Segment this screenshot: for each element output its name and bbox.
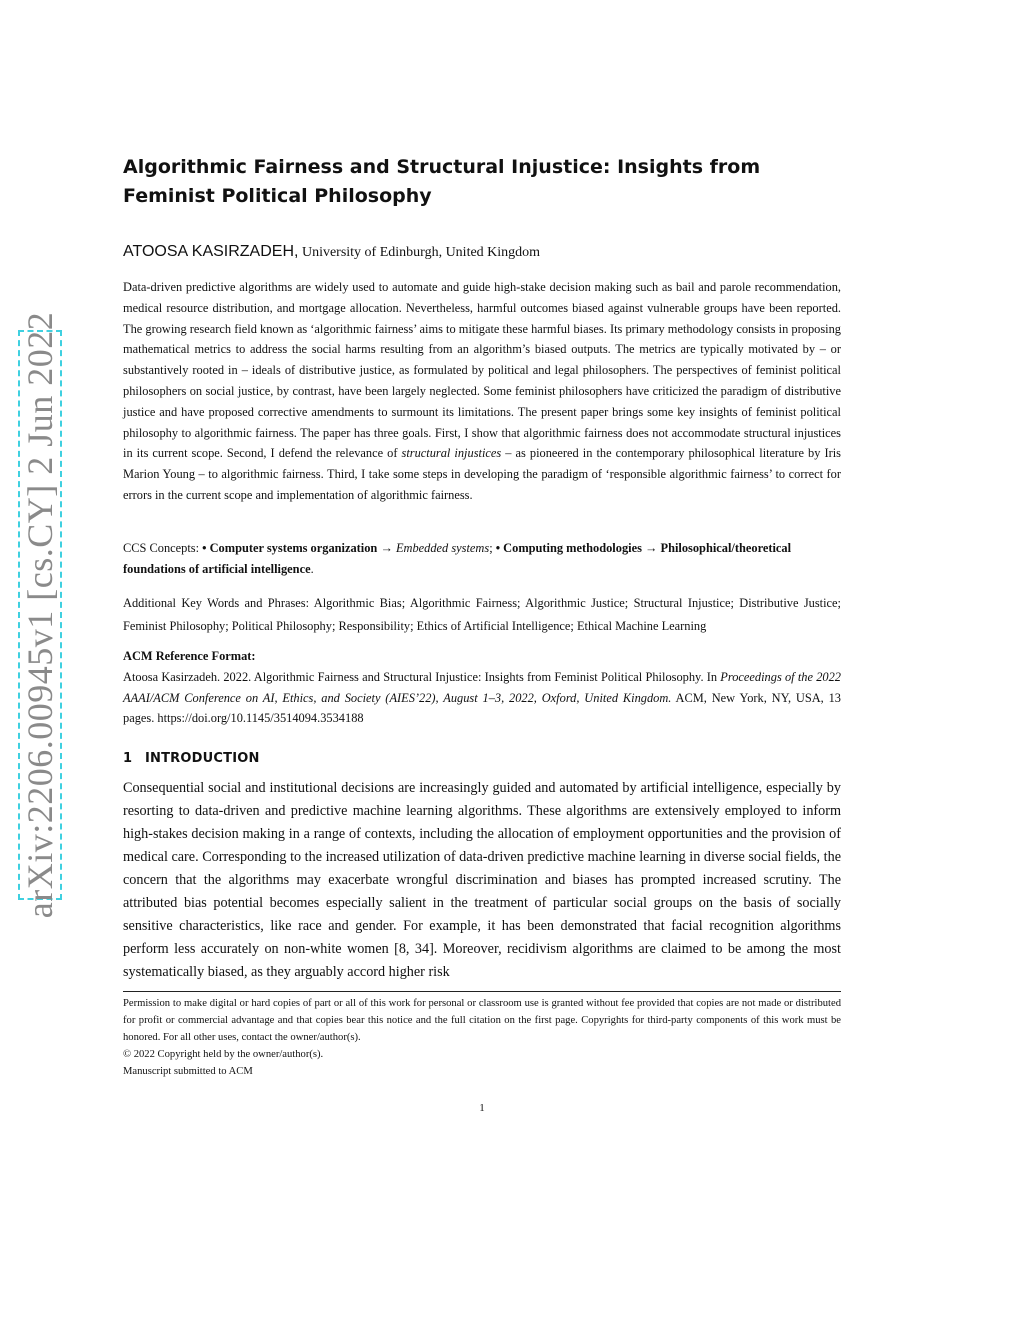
author-name: ATOOSA KASIRZADEH, [123,243,299,260]
footnote [123,995,841,1080]
ccs-end: . [310,561,314,576]
ccs-subconcept-1: Embedded systems [395,541,490,555]
abstract-emphasis: structural injustices [401,446,502,461]
acm-reference-lead: Atoosa Kasirzadeh. 2022. Algorithmic Fairness and Structural Injustice: Insights from Feminist Political Philosophy. In [123,669,721,684]
footnote-divider [123,991,841,992]
copyright-notice: © 2022 Copyright held by the owner/author(s). [123,1049,324,1060]
arxiv-identifier-stamp [18,311,62,919]
permission-notice: Permission to make digital or hard copies of part or all of this work for personal or classroom use is granted without fee provided that copies are not made or distributed for profit or commercial advantage and that copies bear this notice and the full citation on the first page. Copyrights for third-party components of this work must be honored. For all other uses, contact the owner/author(s). [123,998,841,1043]
manuscript-notice: Manuscript submitted to ACM [123,1066,253,1077]
ccs-arrow-2: → [641,541,661,555]
abstract-text-1: Data-driven predictive algorithms are widely used to automate and guide high-stake decision making such as bail and parole recommendation, medical resource distribution, and mortgage allocation. Nevertheless, harmful outcomes biased against vulnerable groups have been reported. The growing research field known as ‘algorithmic fairness’ aims to mitigate these harmful biases. Its primary methodology consists in proposing mathematical metrics to address the social harms resulting from an algorithm’s biased outputs. The metrics are typically motivated by – or substantively rooted in – ideals of distributive justice, as formulated by political and legal philosophers. The perspectives of feminist political philosophers on social justice, by contrast, have been largely neglected. Some feminist philosophers have criticized the paradigm of distributive justice and have proposed corrective amendments to surmount its limitations. The present paper brings some key insights of feminist political philosophy to algorithmic fairness. The paper has three goals. First, I show that algorithmic fairness does not accommodate structural injustices in its current scope. Second, I defend the relevance of [123,280,841,461]
acm-reference-format [123,646,841,729]
ccs-label: CCS Concepts: [123,541,203,555]
keywords: Additional Key Words and Phrases: Algorithmic Bias; Algorithmic Fairness; Algorithmic Justice; Structural Injustice; Distributive Justice; Feminist Philosophy; Political Philosophy; Responsibility; Ethics of Artificial Intelligence; Ethical Machine Learning [123,596,841,633]
section-heading-introduction [123,751,841,766]
author-line [123,243,841,261]
ccs-subconcept-2: Philosophical/theoretical foundations of artificial intelligence [123,541,792,576]
paper-title: Algorithmic Fairness and Structural Injustice: Insights from Feminist Political Philosophy [123,156,761,207]
ccs-concept-1: • Computer systems organization [202,541,378,555]
ccs-concepts [123,538,841,580]
ccs-concept-2: • Computing methodologies [495,541,642,555]
author-affiliation: University of Edinburgh, United Kingdom [298,245,541,260]
acm-reference-venue: Proceedings of the 2022 AAAI/ACM Conference on AI, Ethics, and Society (AIES’22), August 1–3, 2022, Oxford, United Kingdom. [123,669,841,705]
section-number: 1 [123,751,133,766]
ccs-arrow-1: → [377,541,396,555]
arxiv-identifier: arXiv:2206.00945v1 [cs.CY] 2 Jun 2022 [20,311,60,919]
acm-reference-label: ACM Reference Format: [123,649,256,663]
abstract [123,277,841,506]
abstract-text-2: – as pioneered in the contemporary philosophical literature by Iris Marion Young – to algorithmic fairness. Third, I take some steps in developing the paradigm of ‘responsible algorithmic fairness’ to correct for errors in the current scope and implementation of algorithmic fairness. [123,446,842,502]
ccs-separator: ; [489,541,496,555]
introduction-paragraph: Consequential social and institutional decisions are increasingly guided and automated by artificial intelligence, especially by resorting to data-driven and predictive machine learning algorithms. These algorithms are extensively employed to inform high-stakes decision making in a range of contexts, including the allocation of employment opportunities and the provision of medical care. Corresponding to the increased utilization of data-driven predictive machine learning in diverse social fields, the concern that the algorithms may exacerbate wrongful discrimination and biases has prompted increased scrutiny. The attributed bias potential becomes especially salient in the treatment of particular social groups on the basis of socially sensitive characteristics, like race and gender. For example, it has been demonstrated that facial recognition algorithms perform less accurately on non-white women [8, 34]. Moreover, recidivism algorithms are claimed to be among the most systematically biased, as they arguably accord higher risk [123,780,841,980]
section-title: INTRODUCTION [145,751,260,766]
acm-reference-tail: ACM, New York, NY, USA, 13 pages. https://doi.org/10.1145/3514094.3534188 [123,690,841,726]
page-number: 1 [479,1102,485,1114]
